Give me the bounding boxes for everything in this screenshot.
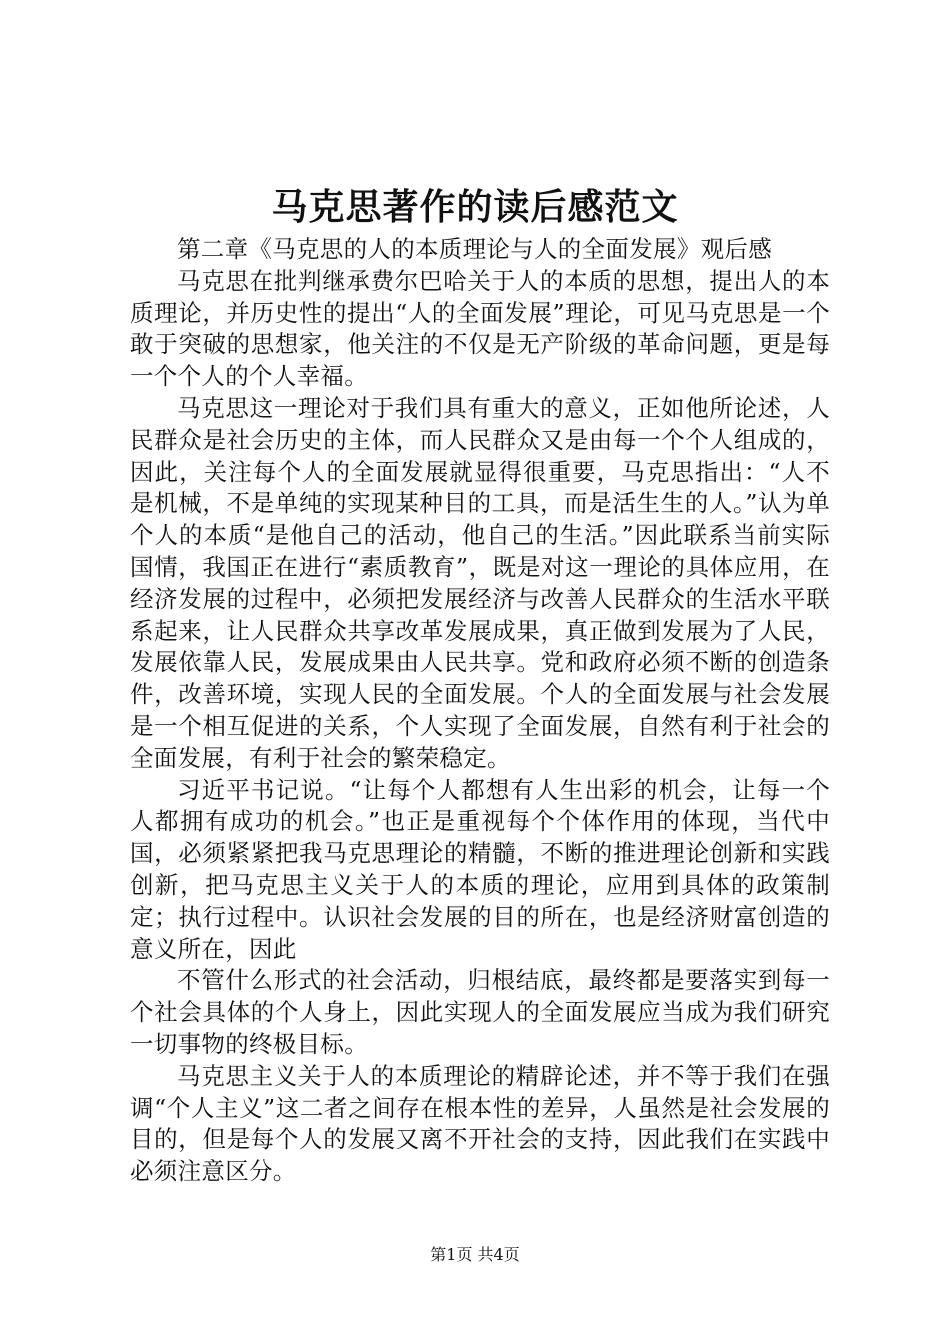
paragraph: 不管什么形式的社会活动，归根结底，最终都是要落实到每一个社会具体的个人身上，因此实现人的全面发展应当成为我们研究一切事物的终极目标。	[130, 966, 830, 1058]
document-body	[130, 234, 830, 1188]
paragraph: 第二章《马克思的人的本质理论与人的全面发展》观后感	[177, 235, 772, 263]
paragraph: 马克思在批判继承费尔巴哈关于人的本质的思想，提出人的本质理论，并历史性的提出“人的全面发展”理论，可见马克思是一个敢于突破的思想家，他关注的不仅是无产阶级的革命问题，更是每一个个人的个人幸福。	[130, 266, 830, 391]
paragraph: 马克思主义关于人的本质理论的精辟论述，并不等于我们在强调“个人主义”这二者之间存在根本性的差异，人虽然是社会发展的目的，但是每个人的发展又离不开社会的支持，因此我们在实践中必须注意区分。	[130, 1061, 830, 1186]
document-title: 马克思著作的读后感范文	[271, 186, 679, 228]
page-number-footer: 第1页 共4页	[430, 1245, 520, 1264]
paragraph: 马克思这一理论对于我们具有重大的意义，正如他所论述，人民群众是社会历史的主体，而人民群众又是由每一个个人组成的，因此，关注每个人的全面发展就显得很重要，马克思指出：“人不是机械，不是单纯的实现某种目的工具，而是活生生的人。”认为单个人的本质“是他自己的活动，他自己的生活。”因此联系当前实际国情，我国正在进行“素质教育”，既是对这一理论的具体应用，在经济发展的过程中，必须把发展经济与改善人民群众的生活水平联系起来，让人民群众共享改革发展成果，真正做到发展为了人民，发展依靠人民，发展成果由人民共享。党和政府必须不断的创造条件，改善环境，实现人民的全面发展。个人的全面发展与社会发展是一个相互促进的关系，个人实现了全面发展，自然有利于社会的全面发展，有利于社会的繁荣稳定。	[130, 393, 830, 772]
paragraph: 习近平书记说。“让每个人都想有人生出彩的机会，让每一个人都拥有成功的机会。”也正是重视每个个体作用的体现，当代中国，必须紧紧把我马克思理论的精髓，不断的推进理论创新和实践创新，把马克思主义关于人的本质的理论，应用到具体的政策制定；执行过程中。认识社会发展的目的所在，也是经济财富创造的意义所在，因此	[130, 775, 830, 963]
